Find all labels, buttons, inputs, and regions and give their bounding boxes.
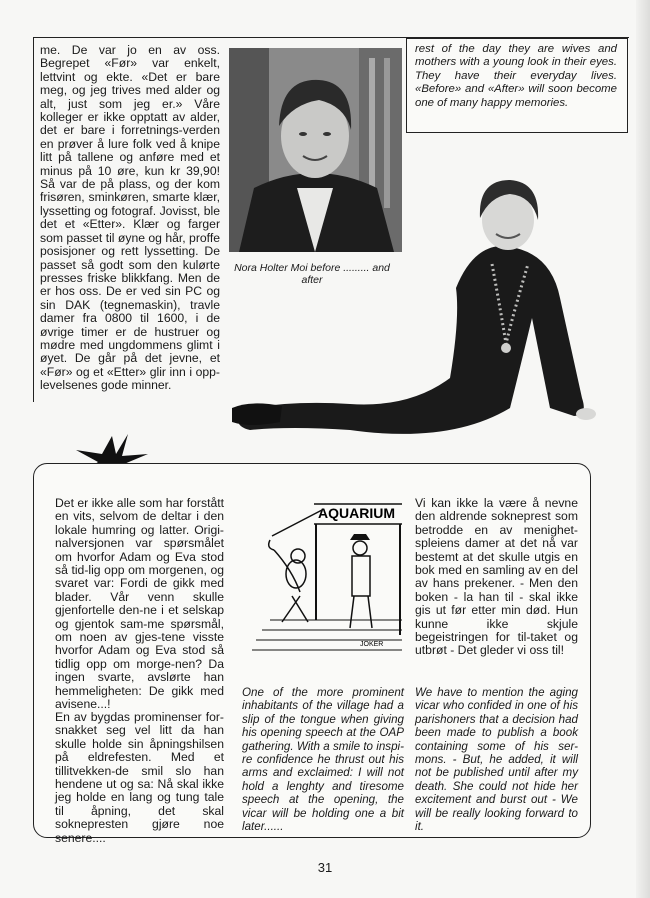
reclining-photo-after [210,168,602,448]
photo-caption: Nora Holter Moi before ......... and after [234,262,390,286]
aquarium-cartoon [252,500,407,660]
anecdote-vicar-no: Vi kan ikke la være å nevne den aldrende sokneprest som betrodde en av menighet-spleiens damer at det nå var bestemt at det skulle utgis en bok med en samling av en del av hans prekener. - Men den boken - la han til - skal ikke gis ut før etter min død. Hun kunne ikke skjule begeistringen for til-taket og utbrøt - Det gleder vi oss til! [415,496,578,658]
page-number: 31 [317,860,333,875]
left-column-text: me. De var jo en av oss. Begrepet «Før» var enkelt, lettvint og ekte. «Det er bare meg, og jeg trives med alder og alt, just som jeg er.» Våre kolleger er ikke opptatt av alder, det er bare i forretnings-verden en prøver å lure folk ved å knipe litt på tallene og anføre med et minus på 10 øre, kun kr 39,90! Så var de på plass, og der kom frisøren, sminkøren, smarte klær, lyssetting og fotograf. Jovisst, ble det et «Etter». Klær og farger som passet til øyne og hår, proffe posisjoner og rett lyssetting. De passet så godt som den kulørte presses friske blikkfang. Men de er hos oss. De er ved sin PC og sin DAK (tegnemaskin), travle damer fra 0800 til 1600, i de øvrige timer er de hustruer og mødre med ungdommens glimt i øyet. De går på det jevne, et «Før» og et «Etter» glir inn i opp-levelsenes gode minner. [40,43,220,393]
anecdote-vicar-en: We have to mention the aging vicar who confided in one of his parishoners that a decision had been made to publish a book containing some of his ser-mons. - But, he added, it will not be published until after my death. She could not hide her excitement and burst out - We will be really looking forward to it. [415,686,578,834]
cartoon-signature: JOKER [360,641,384,648]
cartoon-sign: AQUARIUM [318,505,395,521]
english-summary-box [406,38,628,133]
anecdote-adam-eva: Det er ikke alle som har forstått en vits, selvom de deltar i den lokale humring og latter. Origi-nalversjonen var spørsmålet om hvorfor Adam og Eva stod så tid-lig opp om morgenen, og svaret var: Fordi de gikk med blader. Vår venn skulle gjenfortelle den-ne i et selskap og gjentok sam-me spørsmål, om noen av gjes-tene visste hvorfor Adam og Eva stod så tidlig opp om morge-nen? Da ingen svarte, avslørte han hemmeligheten: De gikk med avisene...! [55,496,224,712]
page-edge [636,0,650,898]
left-rule [33,37,34,402]
anecdote-opening-speech-no: En av bygdas prominenser for-snakket seg vel litt da han skulle holde sin åpningshilsen på eldrefesten. Med et tillitvekken-de smil slo han hendene ut og sa: Nå skal ikke jeg holde en lang og tung tale til åpning, det skal soknepresten gjøre noe senere.... [55,710,224,845]
anecdote-opening-speech-en: One of the more prominent inhabitants of the village had a slip of the tongue when giving his opening speech at the OAP gathering. With a smile to inspi-re confidence he thrust out his arms and exclaimed: I will not hold a lenghty and tiresome speech at the opening, the vicar will be holding one a bit later...... [242,686,404,834]
english-summary-text: rest of the day they are wives and mothers with a young look in their eyes. They have their everyday lives. «Before» and «After» will soon become one of many happy memories. [415,43,617,109]
